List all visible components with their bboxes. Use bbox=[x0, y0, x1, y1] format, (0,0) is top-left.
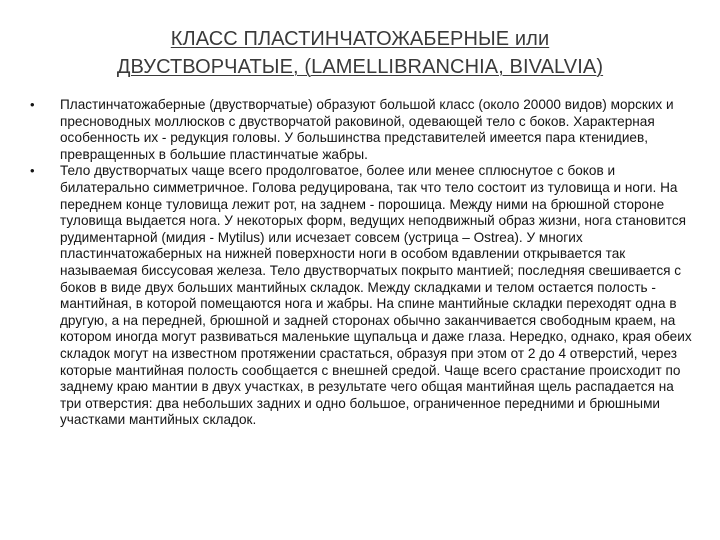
bullet-list bbox=[30, 97, 698, 429]
bullet-text-2: Тело двустворчатых чаще всего продолговатое, более или менее сплюснутое с боков и билатерально симметричное. Голова редуцирована, так что тело состоит из туловища и ноги. На переднем конце туловища лежит рот, на заднем - порошица. Между ними на брюшной стороне туловища выдается нога. У некоторых форм, ведущих неподвижный образ жизни, нога становится рудиментарной (мидия - Mytilus) или исчезает совсем (устрица – Ostrea). У многих пластинчатожаберных на нижней поверхности ноги в особом вдавлении открывается так называемая биссусовая железа. Тело двустворчатых покрыто мантией; последняя свешивается с боков в виде двух больших мантийных складок. Между складками и телом остается полость - мантийная, в которой помещаются нога и жабры. На спине мантийные складки переходят одна в другую, а на передней, брюшной и задней сторонах обычно заканчивается свободным краем, на котором иногда могут развиваться маленькие щупальца и даже глаза. Нередко, однако, края обеих складок могут на известном протяжении срастаться, образуя при этом от 2 до 4 отверстий, через которые мантийная полость сообщается с внешней средой. Чаще всего срастание происходит по заднему краю мантии в двух участках, в результате чего общая мантийная щель распадается на три отверстия: два небольших задних и одно большое, ограниченное передними и брюшными участками мантийных складок. bbox=[60, 163, 692, 428]
slide-title bbox=[0, 25, 720, 81]
slide-title-line-1: КЛАСС ПЛАСТИНЧАТОЖАБЕРНЫЕ или bbox=[170, 28, 550, 50]
bullet-item-1 bbox=[30, 97, 698, 163]
bullet-text-1: Пластинчатожаберные (двустворчатые) образуют большой класс (около 20000 видов) морских и пресноводных моллюсков с двустворчатой раковиной, одевающей тело с боков. Характерная особенность их - редукция головы. У большинства представителей имеется пара ктенидиев, превращенных в большие пластинчатые жабры. bbox=[60, 97, 674, 162]
bullet-item-2 bbox=[30, 163, 698, 429]
slide-title-line-2: ДВУСТВОРЧАТЫЕ, (LAMELLIBRANCHIA, BIVALVIA) bbox=[116, 56, 604, 78]
bullet-marker-icon: • bbox=[30, 163, 35, 179]
bullet-marker-icon: • bbox=[30, 97, 35, 112]
